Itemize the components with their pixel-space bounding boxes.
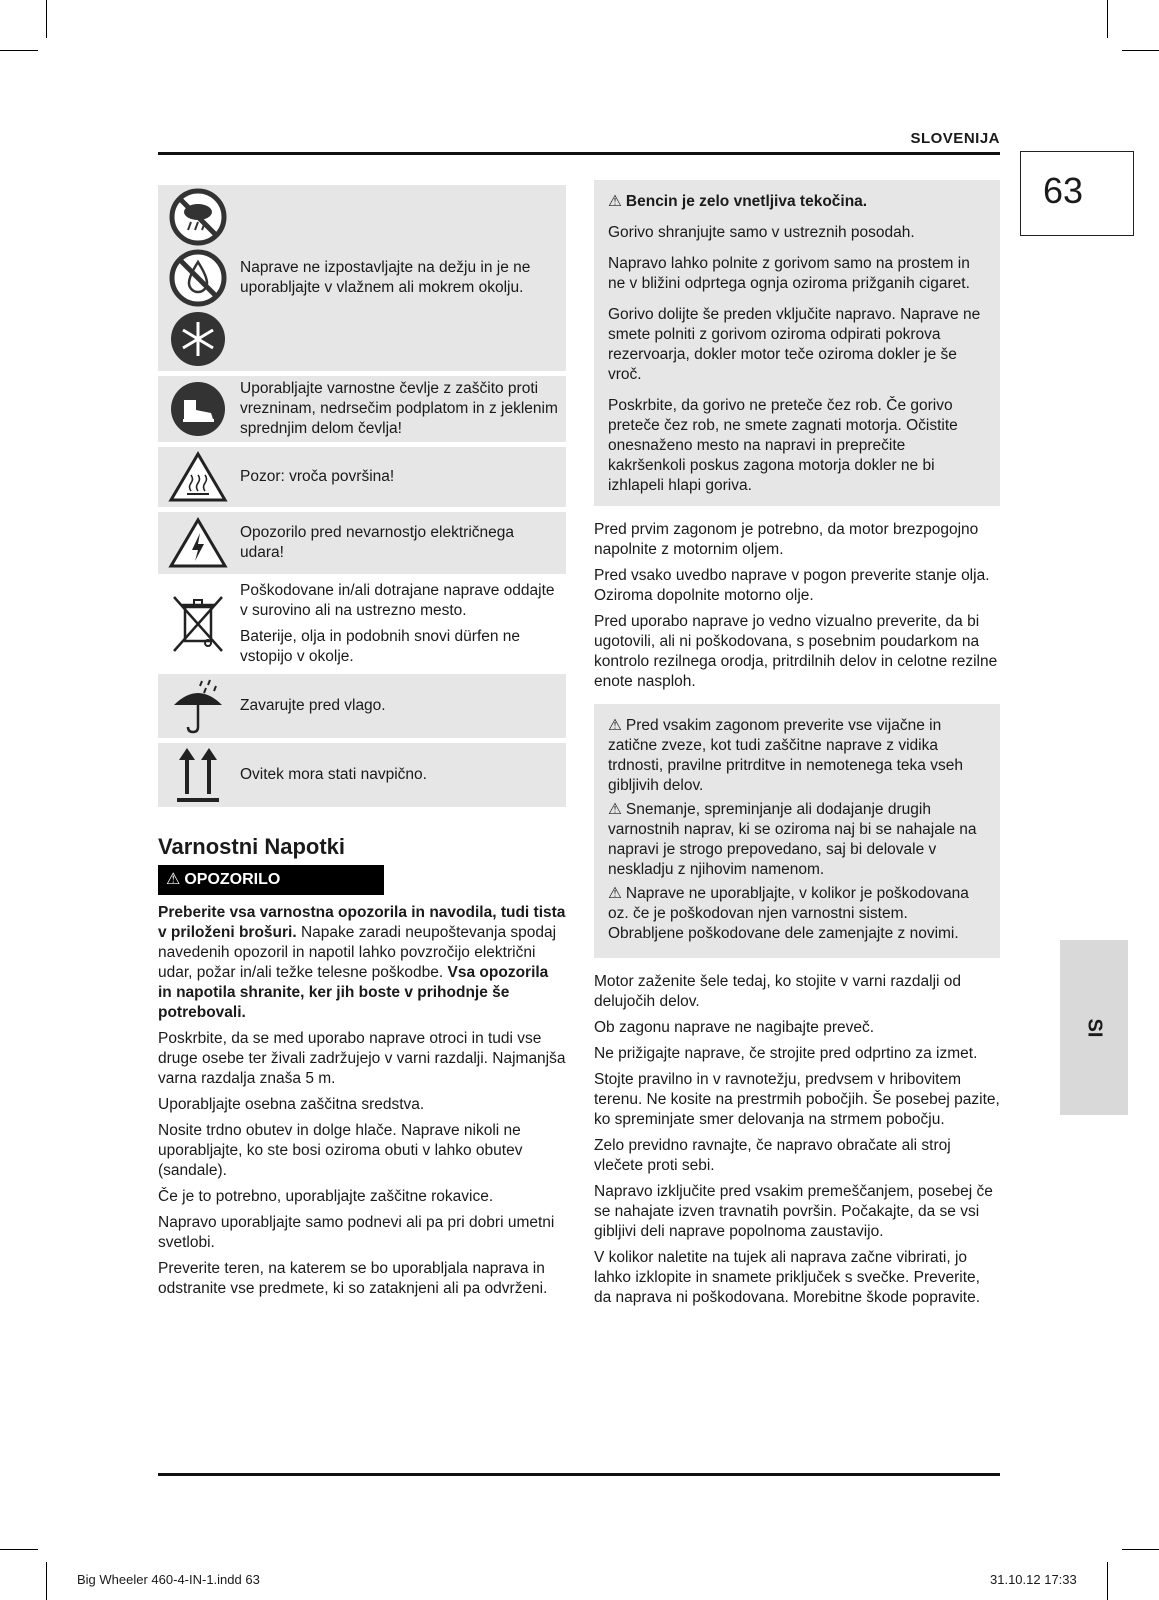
crop-mark [1107, 1562, 1108, 1600]
warning-item: ⚠ Pred vsakim zagonom preverite vse vijačne in zatične zveze, kot tudi zaščitne naprave z vidika trdnosti, pravilne pritrditve in nemotenega teka vseh gibljivih delov. [608, 717, 963, 794]
warning-item: ⚠ Naprave ne uporabljajte, v kolikor je poškodovana oz. če je poškodovan njen varnostni sistem. Obrabljene poškodovane dele zamenjajte z novimi. [608, 885, 969, 942]
crop-mark [1122, 50, 1159, 51]
crop-mark [1122, 1549, 1159, 1550]
body-paragraph: Ob zagonu naprave ne nagibajte preveč. [594, 1019, 875, 1036]
footer-file: Big Wheeler 460-4-IN-1.indd 63 [77, 1572, 260, 1587]
warning-triangle-icon: ⚠ [166, 871, 181, 888]
electric-shock-icon [168, 517, 228, 569]
symbol-text: Poškodovane in/ali dotrajane naprave oddajte v surovino ali na ustrezno mesto. [240, 582, 555, 619]
warning-triangle-icon: ⚠ [608, 717, 622, 734]
crop-mark [46, 1562, 47, 1600]
crossed-bin-icon [168, 593, 228, 655]
symbol-text: Baterije, olja in podobnih snovi dürfen ne vstopijo v okolje. [240, 628, 521, 665]
symbol-text: Naprave ne izpostavljajte na dežju in je ne uporabljajte v vlažnem ali mokrem okolju. [240, 259, 531, 296]
safety-paragraph: Preverite teren, na katerem se bo uporabljala naprava in odstranite vse predmete, ki so zataknjeni ali pa odvrženi. [158, 1260, 548, 1297]
umbrella-icon [168, 677, 228, 735]
fuel-paragraph: Gorivo dolijte še preden vključite napravo. Naprave ne smete polniti z gorivom oziroma odpirati pokrova rezervoarja, dokler motor teče oziroma dokler je še vroč. [608, 306, 981, 383]
header-language: SLOVENIJA [910, 130, 1000, 147]
symbol-text: Zavarujte pred vlago. [240, 697, 386, 714]
symbol-row-hot [158, 447, 566, 507]
symbol-row-electric [158, 512, 566, 574]
no-frost-icon [169, 310, 227, 368]
fuel-paragraph: Poskrbite, da gorivo ne preteče čez rob. Če gorivo preteče čez rob, ne smete zagnati motorja. Očistite onesnaženo mesto na napravi in preprečite kakršenkoli poskus zagona motorja dokler ne bi izhlapeli hlapi goriva. [608, 397, 958, 494]
body-paragraph: Napravo izključite pred vsakim premeščanjem, posebej če se nahajate izven travnatih površin. Počakajte, da se vsi gibljivi deli naprave popolnoma zaustavijo. [594, 1183, 993, 1240]
warning-triangle-icon: ⚠ [608, 193, 622, 210]
right-column [594, 180, 1000, 1314]
section-heading: Varnostni Napotki [158, 834, 346, 859]
symbol-row-shoes [158, 376, 566, 442]
footer-datetime: 31.10.12 17:33 [990, 1572, 1077, 1587]
body-paragraph: Pred prvim zagonom je potrebno, da motor brezpogojno napolnite z motornim oljem. [594, 521, 979, 558]
language-tab: SI [1060, 940, 1128, 1115]
symbol-row-moisture [158, 674, 566, 738]
this-way-up-icon [173, 746, 223, 804]
safety-paragraph: Nosite trdno obutev in dolge hlače. Naprave nikoli ne uporabljajte, ko ste bosi oziroma obuti v lahko obutev (sandale). [158, 1122, 523, 1179]
crop-mark [0, 1549, 38, 1550]
footer-rule [158, 1473, 1000, 1476]
body-paragraph: Ne prižigajte naprave, če strojite pred odprtino za izmet. [594, 1045, 978, 1062]
symbol-text: Opozorilo pred nevarnostjo električnega udara! [240, 524, 514, 561]
crop-mark [0, 50, 38, 51]
crop-mark [1107, 0, 1108, 38]
warning-banner: ⚠ OPOZORILO [158, 865, 384, 895]
body-paragraph: Motor zaženite šele tedaj, ko stojite v varni razdalji od delujočih delov. [594, 973, 962, 1010]
warning-item: ⚠ Snemanje, spreminjanje ali dodajanje drugih varnostnih naprav, ki se oziroma naj bi se nahajale na napravi je strogo prepovedano, saj bi delovale v neskladju z njihovim namenom. [608, 801, 977, 878]
no-water-icon [169, 249, 227, 307]
body-paragraph: Pred uporabo naprave jo vedno vizualno preverite, da bi ugotovili, ali ni poškodovana, s posebnim poudarkom na kontrolo rezilnega orodja, pritrdilnih delov in celotne rezilne enote nasploh. [594, 613, 998, 690]
symbol-row-upright [158, 743, 566, 807]
hot-surface-icon [168, 451, 228, 503]
inspection-warning-box [594, 704, 1000, 958]
crop-mark [46, 0, 47, 38]
body-paragraph: V kolikor naletite na tujek ali naprava začne vibrirati, jo lahko izklopite in snamete priključek s svečke. Preverite, da naprava ni poškodovana. Morebitne škode popravite. [594, 1249, 981, 1306]
page-number: 63 [1020, 151, 1134, 236]
fuel-paragraph: Napravo lahko polnite z gorivom samo na prostem in ne v bližini odprtega ognja oziroma prižganih cigaret. [608, 255, 970, 292]
symbol-row-disposal [158, 579, 566, 669]
symbol-text: Ovitek mora stati navpično. [240, 766, 427, 783]
fuel-warning-box [594, 180, 1000, 506]
safety-paragraph: Napravo uporabljajte samo podnevi ali pa pri dobri umetni svetlobi. [158, 1214, 555, 1251]
safety-paragraph: Uporabljajte osebna zaščitna sredstva. [158, 1096, 425, 1113]
warning-triangle-icon: ⚠ [608, 801, 622, 818]
body-paragraph: Pred vsako uvedbo naprave v pogon preverite stanje olja. Oziroma dopolnite motorno olje. [594, 567, 990, 604]
safety-intro: Preberite vsa varnostna opozorila in navodila, tudi tista v priloženi brošuri. Napake zaradi neupoštevanja spodaj navedenih opozoril in napotil lahko povzročijo električni udar, požar in/ali težke telesne poškodbe. Vsa opozorila in napotila shranite, ker jih boste v prihodnje še potrebovali. [158, 904, 566, 1021]
no-rain-icon [169, 188, 227, 246]
symbol-text: Pozor: vroča površina! [240, 468, 395, 485]
symbol-row-weather [158, 185, 566, 371]
body-paragraph: Zelo previdno ravnajte, če napravo obračate ali stroj vlečete proti sebi. [594, 1137, 951, 1174]
safety-paragraph: Poskrbite, da se med uporabo naprave otroci in tudi vse druge osebe ter živali zadržujejo v varni razdalji. Najmanjša varna razdalja znaša 5 m. [158, 1030, 566, 1087]
safety-shoes-icon [169, 380, 227, 438]
fuel-paragraph: Gorivo shranjujte samo v ustreznih posodah. [608, 224, 915, 241]
warning-triangle-icon: ⚠ [608, 885, 622, 902]
fuel-box-title: ⚠ Bencin je zelo vnetljiva tekočina. [608, 193, 868, 210]
body-paragraph: Stojte pravilno in v ravnotežju, predvsem v hribovitem terenu. Ne kosite na prestrmih pobočjih. Še posebej pazite, ko spreminjate smer delovanja na strmem pobočju. [594, 1071, 1000, 1128]
safety-paragraph: Če je to potrebno, uporabljajte zaščitne rokavice. [158, 1188, 494, 1205]
left-column [158, 185, 566, 1305]
symbol-text: Uporabljajte varnostne čevlje z zaščito proti vrezninam, nedrsečim podplatom in z jeklenim sprednjim delom čevlja! [240, 380, 558, 437]
header-rule [158, 152, 1000, 155]
